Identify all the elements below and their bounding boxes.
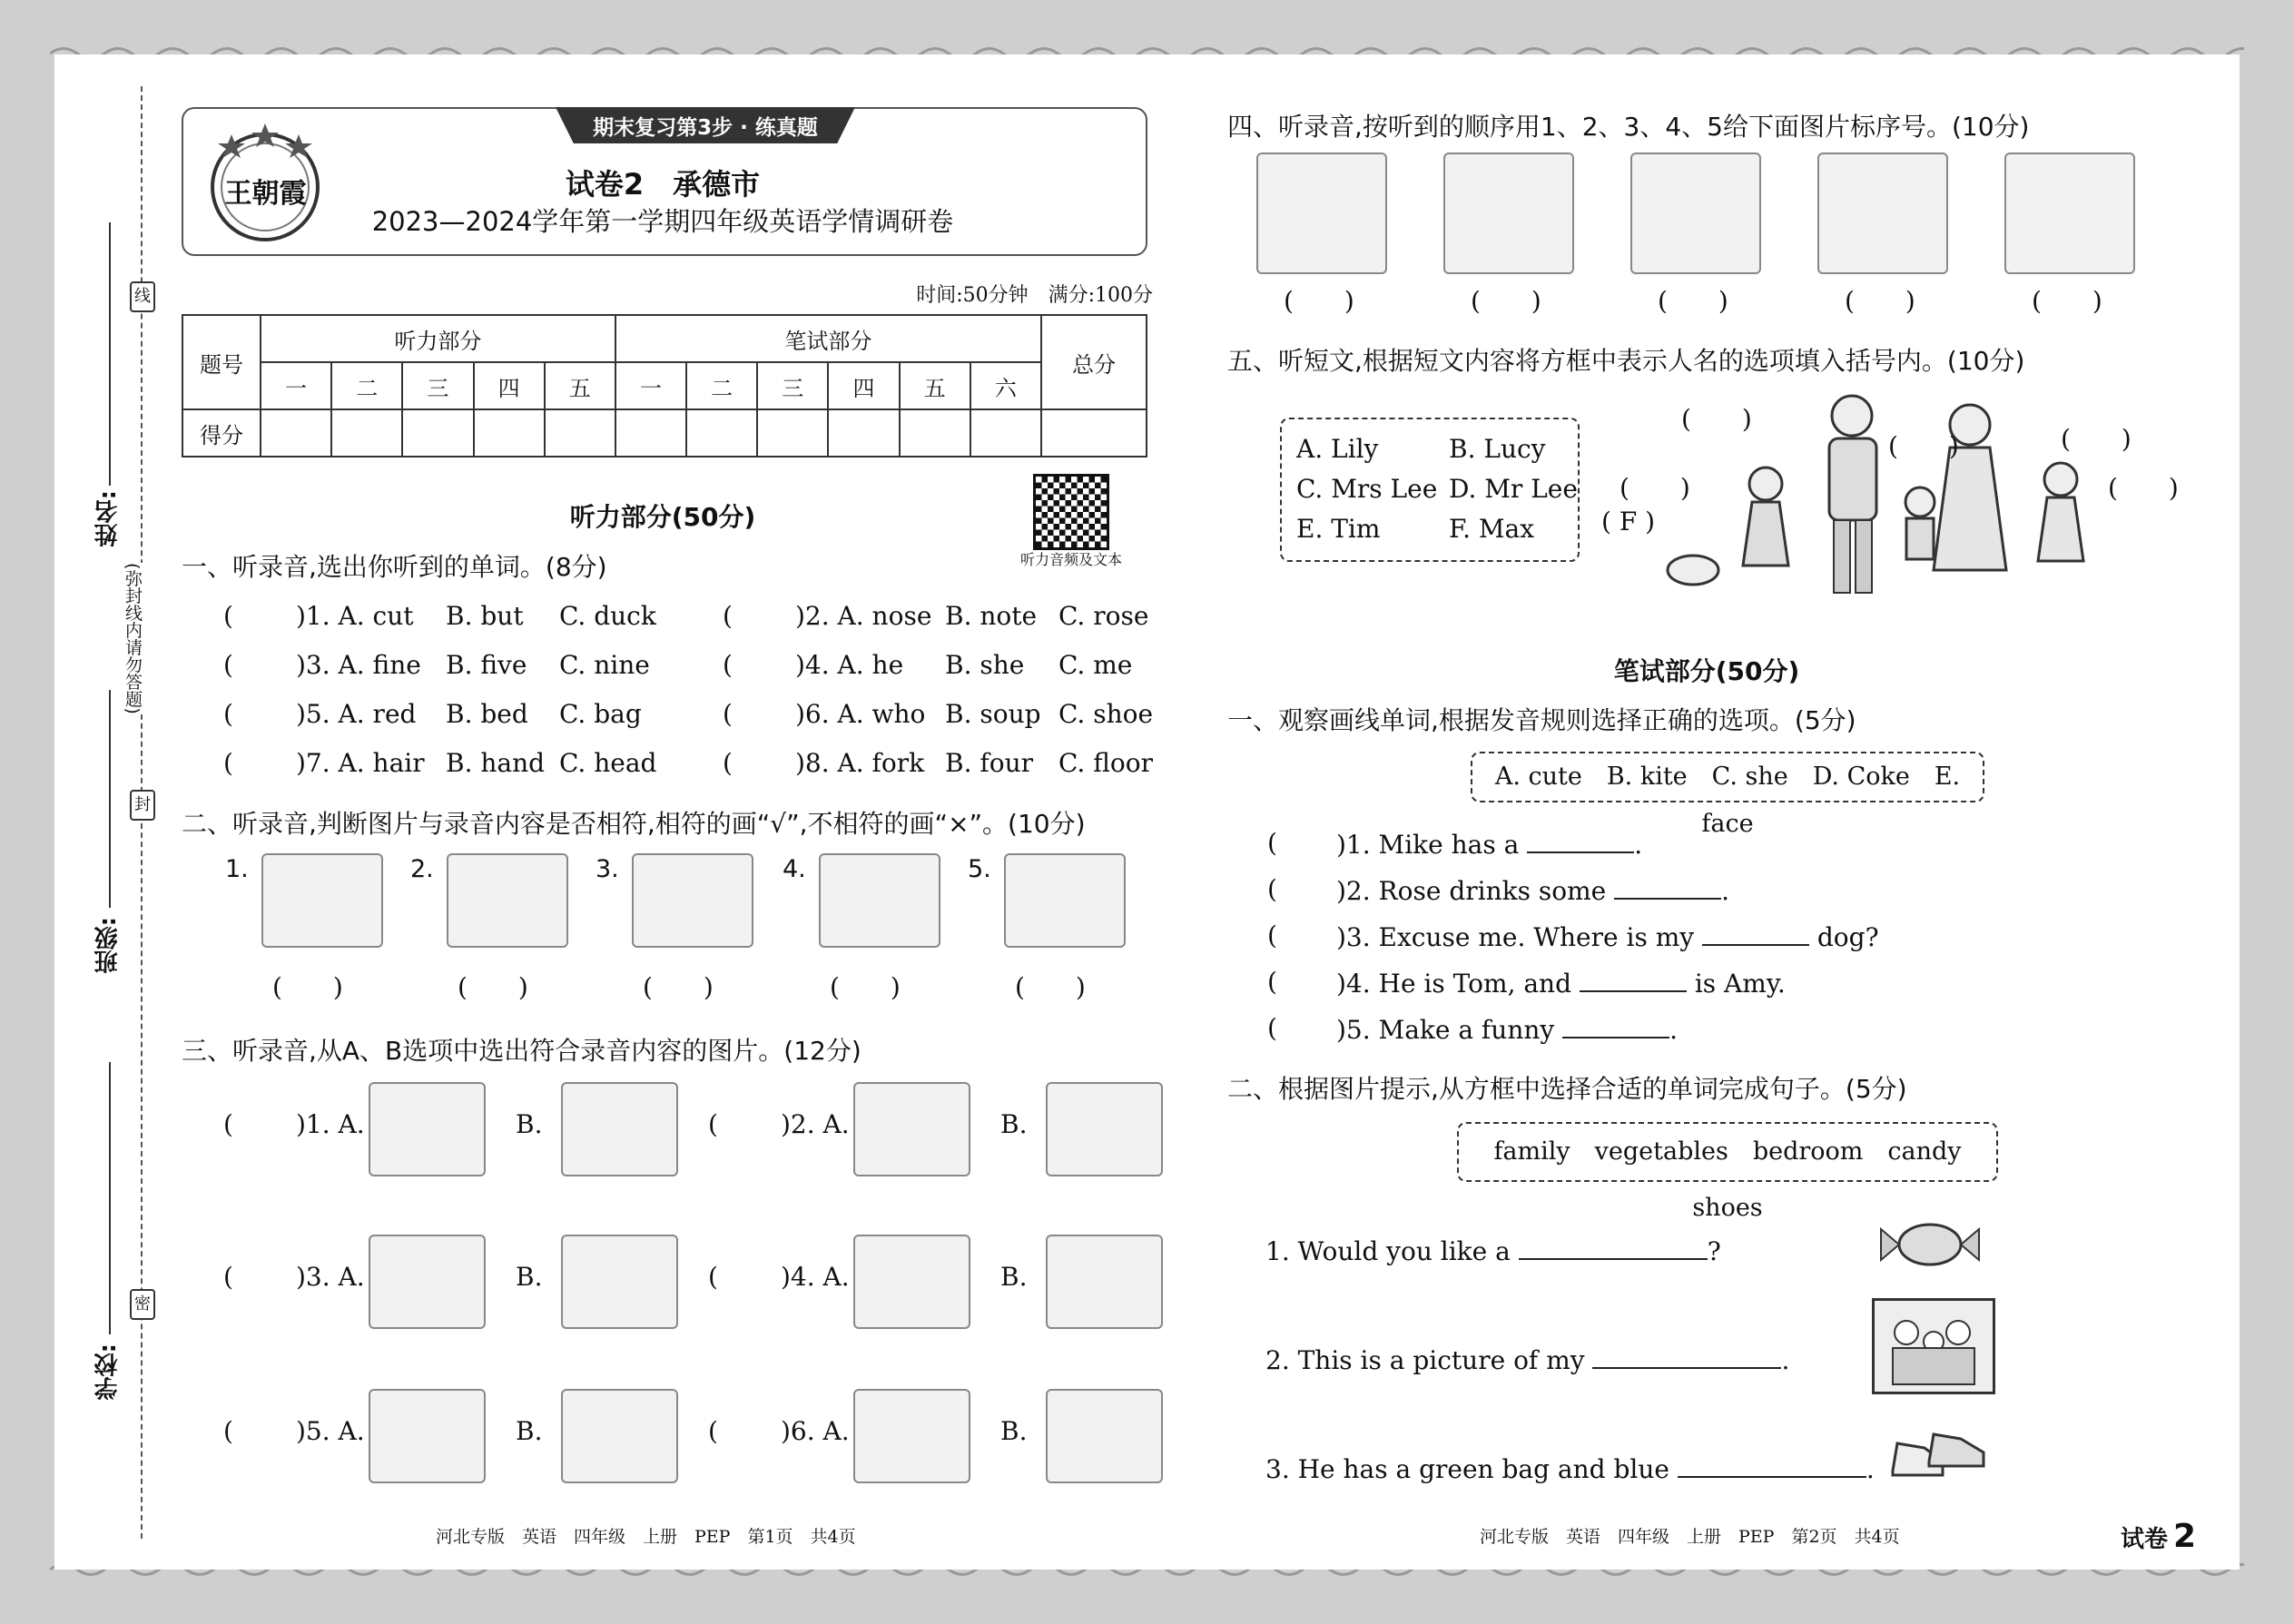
qr-caption: 听力音频及文本 [1019, 551, 1122, 568]
listen-s4-title: 四、听录音,按听到的顺序用1、2、3、4、5给下面图片标序号。(10分) [1227, 112, 2030, 142]
w2-sentence [1265, 1452, 1875, 1484]
w1-sentence-start: )2. Rose drinks some [1336, 876, 1615, 906]
answer-paren[interactable]: ( [1267, 874, 1277, 904]
listening-header: 听力部分 [261, 315, 615, 362]
s2-picture [632, 853, 753, 948]
s1-option-b: B. but [446, 601, 524, 631]
listen-s5-title: 五、听短文,根据短文内容将方框中表示人名的选项填入括号内。(10分) [1227, 346, 2025, 376]
write-w2-title: 二、根据图片提示,从方框中选择合适的单词完成句子。(5分) [1227, 1074, 1907, 1104]
answer-paren[interactable]: ( [723, 748, 733, 778]
school-label: 学校: [94, 1343, 122, 1401]
w2-words-box: family vegetables bedroom candy shoes [1457, 1122, 1998, 1182]
w1-sentence [1336, 828, 1642, 860]
w1-sentence-start: )4. He is Tom, and [1336, 969, 1580, 999]
answer-paren[interactable]: ( [708, 1262, 718, 1292]
blank-line[interactable] [1527, 828, 1634, 853]
w2-sentence [1265, 1343, 1789, 1375]
answer-paren[interactable]: ( [1267, 1013, 1277, 1043]
s2-picture [447, 853, 568, 948]
s1-option-b: B. bed [446, 699, 528, 729]
w1-sentence [1336, 1013, 1678, 1045]
writing-header: 笔试部分 [615, 315, 1041, 362]
w2-sentence-start: 2. This is a picture of my [1265, 1345, 1593, 1375]
s1-option-c: C. nine [559, 650, 650, 680]
answer-paren[interactable]: ( ) [2108, 473, 2179, 503]
answer-paren[interactable]: ( ) [1015, 972, 1086, 1002]
paper-title: 试卷2 承德市 [565, 167, 761, 202]
s3-picture-a [853, 1082, 970, 1176]
total-cell: 总分 [1041, 315, 1147, 409]
w1-sentence-end: . [1721, 876, 1730, 906]
answer-paren[interactable]: ( [1267, 967, 1277, 997]
score-table [182, 314, 1147, 458]
badge-label: 试卷 [2121, 1526, 2169, 1553]
answer-paren[interactable]: ( ) [458, 972, 528, 1002]
paper-badge [2121, 1518, 2196, 1555]
answer-paren[interactable]: ( ) [2061, 424, 2132, 454]
w1-sentence-start: )3. Excuse me. Where is my [1336, 922, 1702, 952]
name-option: C. Mrs Lee [1296, 474, 1438, 504]
w1-options-box: A. cute B. kite C. she D. Coke E. face [1471, 752, 1984, 802]
answer-paren[interactable]: ( [223, 699, 233, 729]
score-input[interactable] [757, 409, 828, 457]
col-w1: 一 [615, 362, 686, 409]
answer-paren[interactable]: ( [1267, 920, 1277, 950]
s3-item-num: )5. A. [296, 1416, 365, 1446]
s2-picture [1004, 853, 1126, 948]
s2-num: 1. [225, 855, 249, 883]
given-answer: F [1619, 507, 1638, 536]
answer-paren[interactable]: ( ) [1681, 404, 1752, 434]
answer-paren-filled: ( F ) [1601, 507, 1656, 536]
answer-paren[interactable]: ( [223, 1416, 233, 1446]
name-option: A. Lily [1296, 434, 1379, 464]
s1-item-num: )8. A. fork [795, 748, 925, 778]
answer-line[interactable] [1519, 1235, 1708, 1260]
banner-text: 期末复习第3步 · 练真题 [593, 116, 818, 140]
score-input[interactable] [261, 409, 331, 457]
shoes-picture [1888, 1421, 1988, 1484]
s3-option-b: B. [516, 1416, 543, 1446]
s1-item-num: )4. A. he [795, 650, 904, 680]
s3-picture-a [369, 1389, 486, 1483]
s1-option-c: C. bag [559, 699, 642, 729]
w2-sentence [1265, 1235, 1721, 1266]
answer-paren[interactable]: ( ) [1658, 286, 1728, 316]
binding-notice: (弥封线内请勿答题) [120, 563, 143, 714]
s1-item-num: )3. A. fine [296, 650, 421, 680]
family-photo-picture [1872, 1298, 1995, 1394]
col-l3: 三 [402, 362, 473, 409]
col-w3: 三 [757, 362, 828, 409]
s1-item-num: )6. A. who [795, 699, 926, 729]
listen-s1-title: 一、听录音,选出你听到的单词。(8分) [182, 552, 607, 582]
w2-sentence-end: . [1781, 1345, 1790, 1375]
xian-mark: 线 [130, 281, 155, 312]
s3-picture-b [561, 1082, 678, 1176]
answer-paren[interactable]: ( ) [1471, 286, 1541, 316]
s2-num: 2. [410, 855, 434, 883]
answer-paren[interactable]: ( ) [2032, 286, 2102, 316]
s1-option-c: C. shoe [1058, 699, 1154, 729]
score-input[interactable] [545, 409, 615, 457]
answer-paren[interactable]: ( [708, 1109, 718, 1139]
s1-item-num: )5. A. red [296, 699, 417, 729]
defen-cell: 得分 [182, 409, 261, 457]
col-w5: 五 [900, 362, 970, 409]
s2-picture [819, 853, 940, 948]
name-option: F. Max [1449, 514, 1535, 544]
answer-line[interactable] [1592, 1343, 1781, 1369]
score-input[interactable] [331, 409, 402, 457]
answer-paren[interactable]: ( [223, 650, 233, 680]
answer-paren[interactable]: ( [723, 650, 733, 680]
w1-sentence-end: . [1669, 1015, 1679, 1045]
answer-paren[interactable]: ( ) [1284, 286, 1354, 316]
s2-num: 4. [783, 855, 806, 883]
s3-picture-b [561, 1389, 678, 1483]
score-input[interactable] [900, 409, 970, 457]
w1-sentence-end: is Amy. [1686, 969, 1786, 999]
col-l1: 一 [261, 362, 331, 409]
answer-paren[interactable]: ( [1267, 828, 1277, 858]
col-l2: 二 [331, 362, 402, 409]
badge-number: 2 [2173, 1518, 2197, 1555]
col-l5: 五 [545, 362, 615, 409]
answer-paren[interactable]: ( ) [1845, 286, 1915, 316]
w2-sentence-start: 3. He has a green bag and blue [1265, 1454, 1678, 1484]
s4-picture [1443, 153, 1574, 274]
answer-paren[interactable]: ( ) [643, 972, 714, 1002]
name-label: 姓名: [94, 490, 122, 547]
w2-sentence-end: . [1866, 1454, 1875, 1484]
answer-paren[interactable]: ( [723, 699, 733, 729]
logo [195, 116, 336, 248]
w1-sentence-end: dog? [1808, 922, 1879, 952]
write-w1-title: 一、观察画线单词,根据发音规则选择正确的选项。(5分) [1227, 705, 1856, 735]
s3-picture-a [853, 1389, 970, 1483]
s3-picture-a [369, 1235, 486, 1329]
answer-paren[interactable]: ( [223, 1109, 233, 1139]
school-line [109, 1062, 111, 1334]
blank-line[interactable] [1702, 920, 1809, 946]
w1-sentence [1336, 920, 1879, 952]
name-option: B. Lucy [1449, 434, 1546, 464]
s3-option-b: B. [1000, 1416, 1028, 1446]
s4-picture [2004, 153, 2135, 274]
class-label: 班级: [94, 917, 122, 974]
answer-line[interactable] [1678, 1452, 1866, 1478]
feng-mark: 封 [130, 790, 155, 821]
s3-picture-b [1046, 1389, 1163, 1483]
col-w2: 二 [686, 362, 757, 409]
s3-item-num: )4. A. [781, 1262, 850, 1292]
answer-paren[interactable]: ( ) [830, 972, 901, 1002]
name-line [109, 222, 111, 486]
s3-item-num: )6. A. [781, 1416, 850, 1446]
paper-subtitle: 2023—2024学年第一学期四年级英语学情调研卷 [371, 206, 954, 237]
s4-picture [1256, 153, 1387, 274]
qr-code-icon[interactable] [1033, 474, 1109, 550]
answer-paren[interactable]: ( [723, 601, 733, 631]
time-info: 时间:50分钟 满分:100分 [916, 284, 1153, 307]
w1-sentence-start: )1. Mike has a [1336, 830, 1528, 860]
s3-option-b: B. [1000, 1109, 1028, 1139]
blank-line[interactable] [1614, 874, 1721, 900]
s1-option-c: C. rose [1058, 601, 1149, 631]
answer-paren[interactable]: ( ) [1620, 473, 1690, 503]
score-input[interactable] [970, 409, 1041, 457]
w1-sentence [1336, 874, 1729, 906]
blank-line[interactable] [1562, 1013, 1669, 1038]
s1-option-b: B. soup [945, 699, 1041, 729]
s2-num: 3. [596, 855, 619, 883]
s1-option-c: C. duck [559, 601, 656, 631]
col-w6: 六 [970, 362, 1041, 409]
s3-picture-a [853, 1235, 970, 1329]
mi-mark: 密 [130, 1289, 155, 1320]
s1-option-b: B. she [945, 650, 1025, 680]
s3-option-b: B. [516, 1109, 543, 1139]
listening-title: 听力部分(50分) [569, 502, 756, 532]
answer-paren[interactable]: ( [223, 601, 233, 631]
score-input[interactable] [1041, 409, 1147, 457]
s1-option-b: B. five [446, 650, 527, 680]
footer-left: 河北专版 英语 四年级 上册 PEP 第1页 共4页 [436, 1527, 856, 1547]
score-input[interactable] [402, 409, 473, 457]
s1-option-c: C. head [559, 748, 657, 778]
s1-item-num: )1. A. cut [296, 601, 414, 631]
score-input[interactable] [686, 409, 757, 457]
s3-picture-a [369, 1082, 486, 1176]
s1-option-b: B. note [945, 601, 1038, 631]
col-w4: 四 [828, 362, 899, 409]
writing-title: 笔试部分(50分) [1613, 656, 1800, 686]
answer-paren[interactable]: ( [708, 1416, 718, 1446]
w1-sentence-end: . [1634, 830, 1643, 860]
w1-sentence-start: )5. Make a funny [1336, 1015, 1563, 1045]
s4-picture [1817, 153, 1948, 274]
s2-num: 5. [968, 855, 991, 883]
s3-item-num: )3. A. [296, 1262, 365, 1292]
s1-option-c: C. me [1058, 650, 1133, 680]
blank-line[interactable] [1580, 967, 1687, 992]
s1-item-num: )7. A. hair [296, 748, 425, 778]
logo-text: 王朝霞 [224, 178, 307, 210]
s3-item-num: )1. A. [296, 1109, 365, 1139]
tihao-cell: 题号 [182, 315, 261, 409]
answer-paren[interactable]: ( ) [1888, 431, 1959, 461]
s3-item-num: )2. A. [781, 1109, 850, 1139]
w2-sentence-end: ? [1707, 1236, 1721, 1266]
s3-option-b: B. [516, 1262, 543, 1292]
listen-s3-title: 三、听录音,从A、B选项中选出符合录音内容的图片。(12分) [182, 1036, 861, 1066]
col-l4: 四 [474, 362, 545, 409]
listen-s2-title: 二、听录音,判断图片与录音内容是否相符,相符的画“√”,不相符的画“×”。(10分) [182, 809, 1086, 839]
answer-paren[interactable]: ( [223, 748, 233, 778]
score-input[interactable] [828, 409, 899, 457]
w2-sentence-start: 1. Would you like a [1265, 1236, 1519, 1266]
s3-picture-b [1046, 1235, 1163, 1329]
w1-sentence [1336, 967, 1786, 999]
s1-option-b: B. four [945, 748, 1034, 778]
answer-paren[interactable]: ( ) [272, 972, 343, 1002]
s1-option-b: B. hand [446, 748, 546, 778]
s2-picture [261, 853, 383, 948]
candy-picture [1879, 1216, 1981, 1273]
s3-option-b: B. [1000, 1262, 1028, 1292]
score-input[interactable] [474, 409, 545, 457]
name-option: E. Tim [1296, 514, 1381, 544]
s3-picture-b [561, 1235, 678, 1329]
s4-picture [1630, 153, 1761, 274]
s1-option-c: C. floor [1058, 748, 1154, 778]
score-input[interactable] [615, 409, 686, 457]
s3-picture-b [1046, 1082, 1163, 1176]
answer-paren[interactable]: ( [223, 1262, 233, 1292]
name-option: D. Mr Lee [1449, 474, 1578, 504]
s1-item-num: )2. A. nose [795, 601, 932, 631]
footer-right: 河北专版 英语 四年级 上册 PEP 第2页 共4页 [1480, 1527, 1900, 1547]
class-line [109, 690, 111, 908]
